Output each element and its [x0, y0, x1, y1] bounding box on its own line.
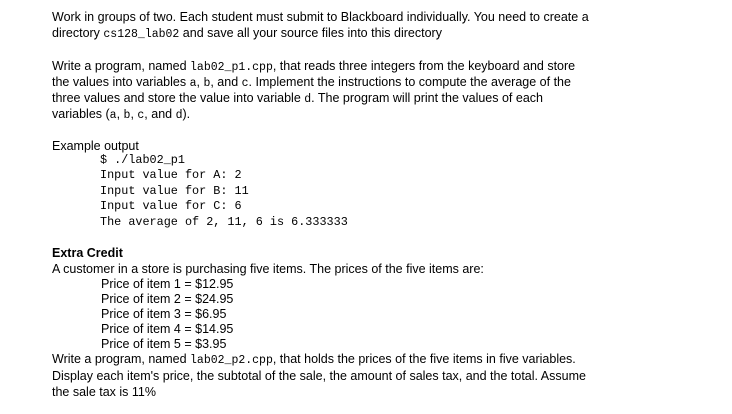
extra-credit-heading: Extra Credit [52, 246, 123, 260]
part1-text: , [116, 107, 124, 121]
example-code-line: The average of 2, 11, 6 is 6.333333 [100, 215, 348, 229]
extra-text: Write a program, named [52, 352, 191, 366]
filename-p2: lab02_p2.cpp [190, 354, 273, 367]
variable-a: a [109, 109, 117, 122]
variable-d: d [304, 93, 312, 106]
intro-text: directory [52, 26, 104, 40]
part1-text: , and [144, 107, 176, 121]
extra-credit-intro: A customer in a store is purchasing five items. The prices of the five items are: [52, 262, 484, 276]
filename-p1: lab02_p1.cpp [190, 61, 273, 74]
part1-text: three values and store the value into variable [52, 91, 305, 105]
variable-b: b [123, 109, 131, 122]
extra-credit-line-1 [52, 352, 576, 368]
part1-text: Write a program, named [52, 59, 191, 73]
intro-line-1: Work in groups of two. Each student must submit to Blackboard individually. You need to create a [52, 10, 589, 24]
extra-credit-line-2: Display each item's price, the subtotal of the sale, the amount of sales tax, and the total. Assume [52, 369, 586, 383]
part1-line-2 [52, 75, 571, 91]
example-code-line: Input value for C: 6 [100, 199, 242, 213]
example-code-line: Input value for B: 11 [100, 184, 249, 198]
part1-text: , that reads three integers from the keyboard and store [272, 59, 576, 73]
part1-text: variables ( [52, 107, 110, 121]
part1-text: the values into variables [52, 75, 190, 89]
price-item-5: Price of item 5 = $3.95 [101, 337, 227, 351]
variable-c: c [241, 77, 249, 90]
example-code-line: Input value for A: 2 [100, 168, 242, 182]
variable-b: b [203, 77, 211, 90]
price-item-3: Price of item 3 = $6.95 [101, 307, 227, 321]
extra-credit-line-3: the sale tax is 11% [52, 385, 156, 399]
extra-text: , that holds the prices of the five items in five variables. [272, 352, 576, 366]
part1-text: , and [210, 75, 242, 89]
part1-line-1 [52, 59, 575, 75]
price-item-4: Price of item 4 = $14.95 [101, 322, 234, 336]
price-item-1: Price of item 1 = $12.95 [101, 277, 234, 291]
part1-text: ). [182, 107, 191, 121]
example-code-line: $ ./lab02_p1 [100, 153, 185, 167]
intro-line-2 [52, 26, 442, 42]
intro-text: and save all your source files into this directory [179, 26, 442, 40]
part1-text: , [130, 107, 138, 121]
variable-a: a [189, 77, 197, 90]
part1-line-3 [52, 91, 543, 107]
variable-d: d [175, 109, 183, 122]
price-item-2: Price of item 2 = $24.95 [101, 292, 234, 306]
example-output-heading: Example output [52, 139, 139, 153]
part1-text: . Implement the instructions to compute the average of the [248, 75, 571, 89]
part1-line-4 [52, 107, 190, 123]
part1-text: , [196, 75, 204, 89]
part1-text: . The program will print the values of each [311, 91, 543, 105]
variable-c: c [137, 109, 145, 122]
directory-name: cs128_lab02 [103, 28, 180, 41]
